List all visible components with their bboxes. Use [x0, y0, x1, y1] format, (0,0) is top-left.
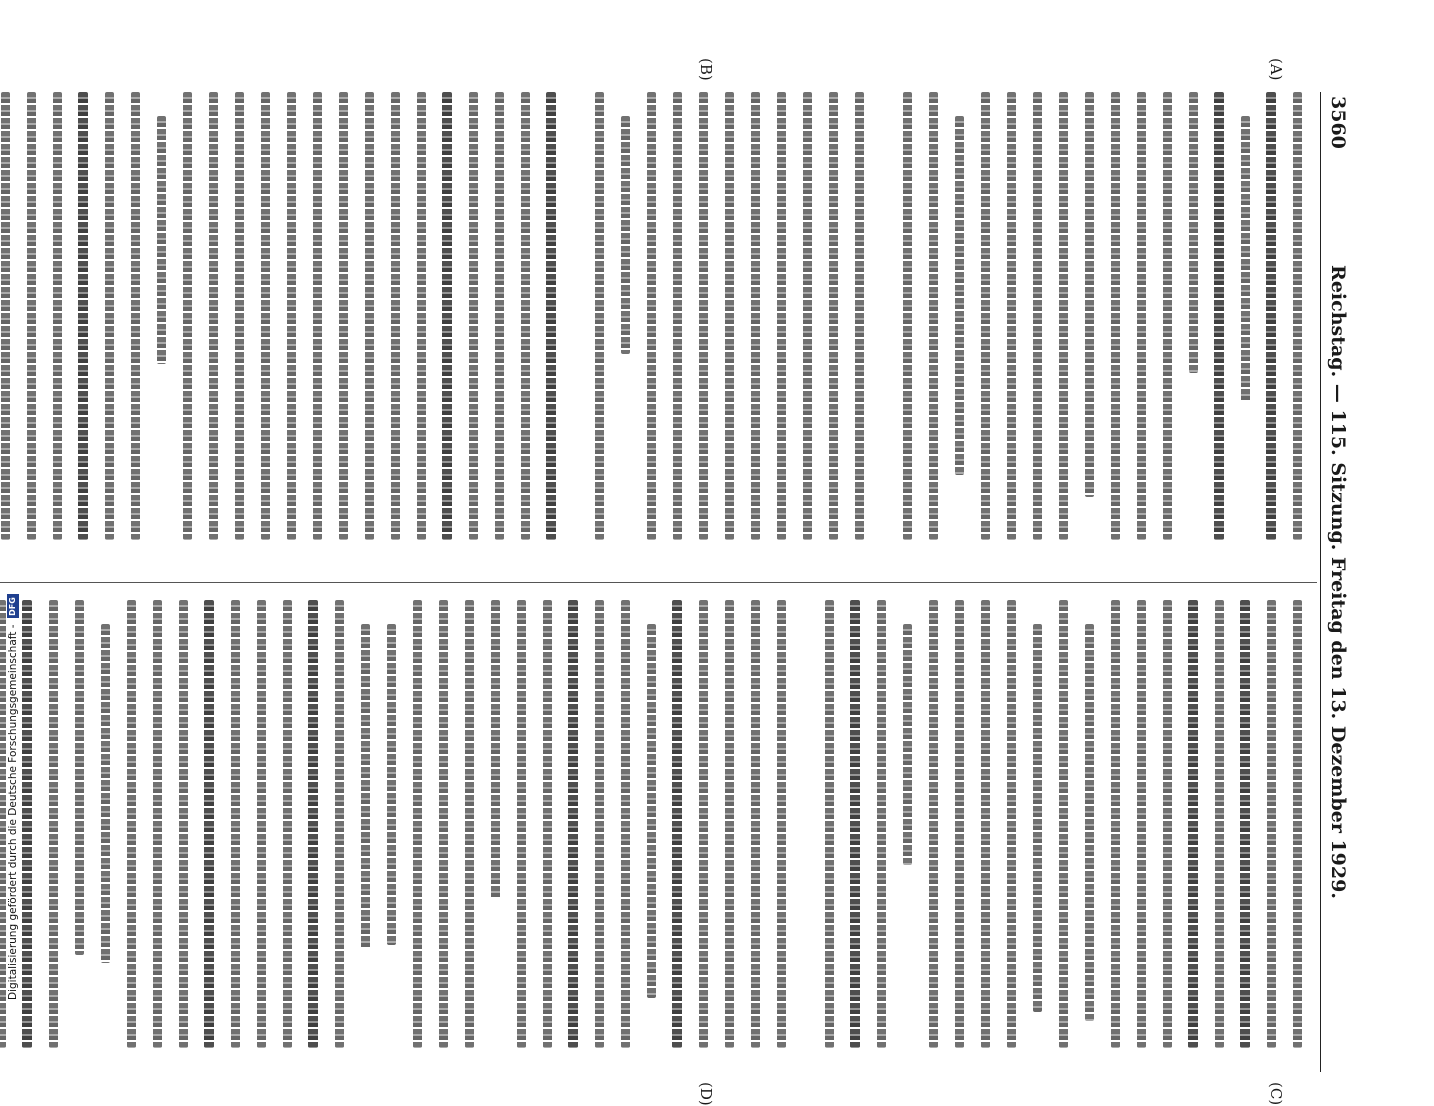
text-line-ink — [621, 116, 630, 354]
text-line — [539, 92, 565, 564]
text-line — [1207, 92, 1233, 564]
text-line — [717, 92, 743, 564]
text-line — [331, 92, 357, 564]
text-line-ink — [1033, 92, 1042, 540]
page-number: 3560 — [1327, 96, 1349, 149]
text-line-ink — [877, 600, 886, 1048]
paragraph-gap — [795, 600, 817, 1072]
text-line-ink — [521, 92, 530, 540]
text-line — [717, 600, 743, 1072]
text-line — [461, 92, 487, 564]
text-line — [223, 600, 249, 1072]
text-line — [45, 92, 71, 564]
text-line-ink — [417, 92, 426, 540]
text-line — [795, 92, 821, 564]
text-line — [743, 600, 769, 1072]
text-line — [1155, 600, 1181, 1072]
text-line-ink — [595, 92, 604, 540]
text-line-ink — [699, 600, 708, 1048]
text-line — [41, 600, 67, 1072]
text-line-ink — [1215, 600, 1224, 1048]
text-line — [301, 600, 327, 1072]
text-line — [509, 600, 535, 1072]
text-line-ink — [261, 92, 270, 540]
text-line — [895, 600, 921, 1072]
text-line-ink — [49, 600, 58, 1048]
text-line-ink — [495, 92, 504, 540]
text-line — [895, 92, 921, 564]
text-line — [275, 600, 301, 1072]
text-line-ink — [1293, 92, 1302, 540]
text-line-ink — [1085, 92, 1094, 497]
margin-mark-d: (D) — [697, 1082, 715, 1106]
text-line-ink — [1033, 624, 1042, 1012]
digitization-credit — [3, 0, 23, 1000]
text-line-ink — [903, 624, 912, 865]
text-line — [847, 92, 873, 564]
page-header — [1320, 92, 1355, 1072]
text-line — [1285, 600, 1311, 1072]
margin-mark-c: (C) — [1267, 1082, 1285, 1106]
text-line-ink — [855, 92, 864, 540]
text-line-ink — [413, 600, 422, 1048]
text-line-ink — [465, 600, 474, 1048]
text-line — [123, 92, 149, 564]
text-line-ink — [78, 92, 88, 540]
text-line — [383, 92, 409, 564]
text-line — [305, 92, 331, 564]
text-line — [149, 92, 175, 564]
text-line-ink — [955, 116, 964, 475]
margin-mark-a: (A) — [1267, 58, 1285, 81]
text-line-ink — [105, 92, 114, 540]
text-line-ink — [22, 600, 32, 1048]
text-line-ink — [1188, 600, 1198, 1048]
text-line — [253, 92, 279, 564]
text-line-ink — [469, 92, 478, 540]
text-line-ink — [153, 600, 162, 1048]
text-line — [535, 600, 561, 1072]
text-line — [431, 600, 457, 1072]
text-line-ink — [204, 600, 214, 1048]
text-line-ink — [903, 92, 912, 540]
text-line — [1155, 92, 1181, 564]
text-line-ink — [27, 92, 36, 540]
text-line-ink — [751, 92, 760, 540]
text-line-ink — [1137, 92, 1146, 540]
text-line — [483, 600, 509, 1072]
paragraph-gap — [565, 92, 587, 564]
text-line — [999, 92, 1025, 564]
text-line — [327, 600, 353, 1072]
text-line — [487, 92, 513, 564]
text-line-ink — [1163, 600, 1172, 1048]
text-line-ink — [127, 600, 136, 1048]
text-line — [921, 600, 947, 1072]
text-line-ink — [53, 92, 62, 540]
text-line-ink — [1137, 600, 1146, 1048]
credit-text: Digitalisierung gefördert durch die Deutsche Forschungsgemeinschaft - — [7, 624, 19, 1000]
text-line-ink — [75, 600, 84, 955]
text-line — [1259, 92, 1285, 564]
text-line — [249, 600, 275, 1072]
text-line — [613, 92, 639, 564]
text-line-ink — [391, 92, 400, 540]
text-line-ink — [777, 92, 786, 540]
text-line-ink — [751, 600, 760, 1048]
text-line — [947, 600, 973, 1072]
text-line — [1103, 600, 1129, 1072]
text-line — [973, 600, 999, 1072]
text-line — [67, 600, 93, 1072]
text-line-ink — [568, 600, 578, 1048]
text-line — [175, 92, 201, 564]
paragraph-gap — [873, 92, 895, 564]
text-line — [665, 600, 691, 1072]
text-line-ink — [1059, 92, 1068, 540]
text-line-ink — [283, 600, 292, 1048]
text-line-ink — [1214, 92, 1224, 540]
text-line — [1285, 92, 1311, 564]
text-line — [769, 600, 795, 1072]
text-line — [279, 92, 305, 564]
text-line — [999, 600, 1025, 1072]
text-line-ink — [673, 92, 682, 540]
text-line-ink — [365, 92, 374, 540]
text-line — [587, 600, 613, 1072]
text-line-ink — [647, 624, 656, 998]
right-text-column — [0, 600, 1311, 1072]
text-line — [357, 92, 383, 564]
text-line-ink — [131, 92, 140, 540]
text-line — [97, 92, 123, 564]
text-line-ink — [1007, 600, 1016, 1048]
text-line-ink — [1007, 92, 1016, 540]
text-line — [119, 600, 145, 1072]
text-line-ink — [491, 600, 500, 899]
text-line-ink — [1240, 600, 1250, 1048]
text-line-ink — [981, 92, 990, 540]
text-line — [613, 600, 639, 1072]
text-line — [1233, 92, 1259, 564]
text-line-ink — [313, 92, 322, 540]
document-page — [0, 58, 1355, 1106]
text-line — [457, 600, 483, 1072]
text-line — [921, 92, 947, 564]
text-line — [353, 600, 379, 1072]
text-line-ink — [725, 600, 734, 1048]
text-line-ink — [235, 92, 244, 540]
text-line — [1129, 92, 1155, 564]
text-line — [145, 600, 171, 1072]
text-line — [409, 92, 435, 564]
text-line — [197, 600, 223, 1072]
text-line-ink — [101, 624, 110, 963]
column-divider — [0, 582, 1317, 583]
text-line — [587, 92, 613, 564]
text-line-ink — [825, 600, 834, 1048]
text-line — [769, 92, 795, 564]
text-line — [1103, 92, 1129, 564]
text-line-ink — [183, 92, 192, 540]
text-line-ink — [442, 92, 452, 540]
text-line — [171, 600, 197, 1072]
text-line-ink — [929, 92, 938, 540]
text-line-ink — [231, 600, 240, 1048]
text-line — [71, 92, 97, 564]
text-line — [1051, 92, 1077, 564]
margin-mark-b: (B) — [697, 58, 715, 81]
text-line — [817, 600, 843, 1072]
text-line — [1051, 600, 1077, 1072]
text-line — [665, 92, 691, 564]
text-line — [93, 600, 119, 1072]
text-line-ink — [257, 600, 266, 1048]
text-line — [639, 600, 665, 1072]
text-line-ink — [209, 92, 218, 540]
text-line — [743, 92, 769, 564]
text-line-ink — [647, 92, 656, 540]
text-line — [227, 92, 253, 564]
text-line — [1233, 600, 1259, 1072]
text-line — [843, 600, 869, 1072]
header-title: Reichstag. — 115. Sitzung. Freitag den 13. Dezember 1929. — [1327, 265, 1349, 899]
text-line-ink — [1293, 600, 1302, 1048]
text-line — [1129, 600, 1155, 1072]
left-text-column — [0, 92, 1311, 564]
text-line-ink — [981, 600, 990, 1048]
text-line — [1181, 600, 1207, 1072]
text-line — [691, 92, 717, 564]
text-line-ink — [179, 600, 188, 1048]
text-line-ink — [777, 600, 786, 1048]
text-line — [639, 92, 665, 564]
text-line-ink — [699, 92, 708, 540]
text-line-ink — [672, 600, 682, 1048]
text-line — [1025, 600, 1051, 1072]
text-line — [1207, 600, 1233, 1072]
text-line-ink — [850, 600, 860, 1048]
text-line — [821, 92, 847, 564]
text-line-ink — [308, 600, 318, 1048]
text-line — [1181, 92, 1207, 564]
text-line-ink — [387, 624, 396, 945]
text-line-ink — [803, 92, 812, 540]
text-line-ink — [1266, 92, 1276, 540]
text-line-ink — [725, 92, 734, 540]
text-line — [1077, 92, 1103, 564]
text-line-ink — [335, 600, 344, 1048]
dfg-logo: DFG — [7, 594, 19, 618]
text-line — [947, 92, 973, 564]
text-line — [379, 600, 405, 1072]
text-line-ink — [929, 600, 938, 1048]
text-line-ink — [361, 624, 370, 949]
text-line-ink — [157, 116, 166, 364]
text-line-ink — [546, 92, 556, 540]
text-line — [513, 92, 539, 564]
text-line-ink — [1163, 92, 1172, 540]
text-line — [201, 92, 227, 564]
text-line-ink — [955, 600, 964, 1048]
text-line-ink — [829, 92, 838, 540]
text-line — [691, 600, 717, 1072]
text-line-ink — [543, 600, 552, 1048]
text-line-ink — [517, 600, 526, 1048]
text-line-ink — [287, 92, 296, 540]
text-line-ink — [1111, 92, 1120, 540]
text-line-ink — [595, 600, 604, 1048]
text-line-ink — [1111, 600, 1120, 1048]
text-line — [1077, 600, 1103, 1072]
text-line-ink — [1189, 92, 1198, 373]
text-line — [869, 600, 895, 1072]
text-line-ink — [1267, 600, 1276, 1048]
text-line — [1025, 92, 1051, 564]
text-line — [973, 92, 999, 564]
text-line-ink — [439, 600, 448, 1048]
text-line — [561, 600, 587, 1072]
text-line-ink — [1085, 624, 1094, 1021]
text-line-ink — [1059, 600, 1068, 1048]
text-line — [1259, 600, 1285, 1072]
text-line-ink — [1241, 116, 1250, 402]
text-line — [405, 600, 431, 1072]
text-line-ink — [621, 600, 630, 1048]
text-line-ink — [339, 92, 348, 540]
text-line — [435, 92, 461, 564]
